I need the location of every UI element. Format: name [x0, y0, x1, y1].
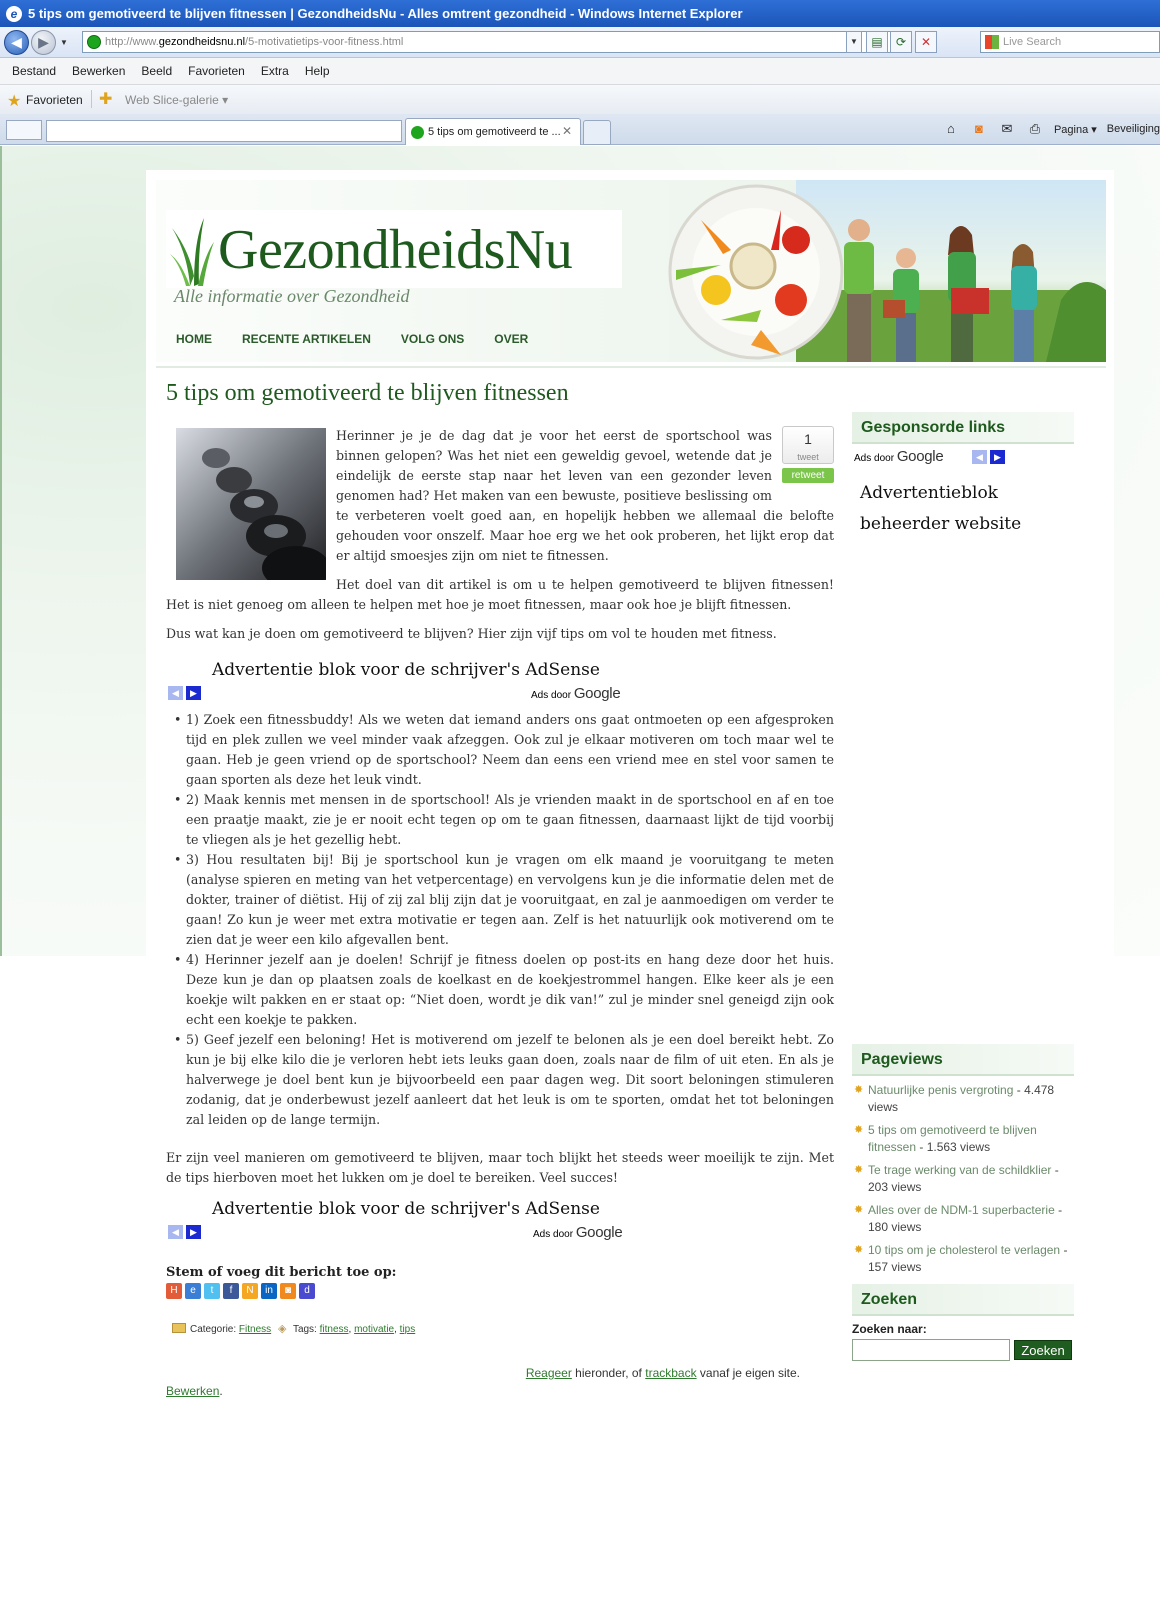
- list-item: • 3) Hou resultaten bij! Bij je sportschool kun je vragen om elk maand je vooruitgang te meten (analyse spieren en meting van het vetpercentage) en vervolgens kun je die informatie delen met de dokter, trainer of diëtist. Hij of zij zal blij zijn dat je vooruitgaat, en zal je aanmoedigen om verder te gaan! Zo kun je weer met extra motivatie er tegen aan. Zelf is het natuurlijk ook motiverend om te zien dat je weer een kilo afgevallen bent.: [186, 850, 834, 950]
- ad-next-icon[interactable]: ▶: [990, 450, 1005, 464]
- menu-favorieten[interactable]: Favorieten: [188, 64, 245, 78]
- sponsored-links-title: Gesponsorde links: [852, 412, 1074, 444]
- pageview-count: - 203 views: [868, 1163, 1059, 1194]
- reply-link[interactable]: Reageer: [525, 1366, 572, 1380]
- share-title: Stem of voeg dit bericht toe op:: [166, 1265, 397, 1280]
- live-search-placeholder: Live Search: [1003, 36, 1062, 48]
- list-item: [854, 1242, 1074, 1276]
- ekudos-icon[interactable]: e: [185, 1283, 201, 1299]
- pageviews-title: Pageviews: [852, 1044, 1074, 1076]
- list-item: [854, 1162, 1074, 1196]
- window-titlebar: [0, 0, 1160, 27]
- tag-icon: ◈: [277, 1323, 287, 1335]
- live-search-input[interactable]: [980, 31, 1160, 53]
- url-domain: gezondheidsnu.nl: [158, 36, 246, 48]
- site-header: [156, 180, 1106, 362]
- tweet-count-box[interactable]: [782, 426, 834, 464]
- active-tab[interactable]: [405, 118, 581, 145]
- twitter-icon[interactable]: t: [204, 1283, 220, 1299]
- nav-home[interactable]: HOME: [176, 332, 212, 346]
- ad-prev-icon[interactable]: ◀: [168, 1225, 183, 1239]
- ads-by-label: Ads door: [533, 1229, 574, 1240]
- security-menu[interactable]: Beveiliging: [1106, 123, 1160, 135]
- ads-by-label: Ads door: [854, 453, 895, 464]
- page-left-edge: [0, 146, 2, 956]
- address-bar: [0, 27, 1160, 58]
- back-button[interactable]: ◀: [4, 30, 29, 55]
- ie-logo-icon: e: [6, 6, 22, 22]
- history-dropdown-icon[interactable]: ▼: [60, 38, 68, 47]
- article-body: [166, 426, 834, 1399]
- sidebar: [852, 412, 1074, 1361]
- home-icon[interactable]: ⌂: [947, 121, 955, 136]
- stop-icon[interactable]: ✕: [915, 31, 937, 53]
- paragraph-3: Dus wat kan je doen om gemotiveerd te blijven? Hier zijn vijf tips om vol te houden met fitness.: [166, 626, 777, 641]
- url-path: /5-motivatietips-voor-fitness.html: [245, 36, 404, 48]
- facebook-icon[interactable]: f: [223, 1283, 239, 1299]
- folder-icon: [172, 1323, 186, 1333]
- ad-next-icon[interactable]: ▶: [186, 1225, 201, 1239]
- tag-link[interactable]: tips: [399, 1324, 416, 1335]
- hyves-icon[interactable]: H: [166, 1283, 182, 1299]
- refresh-icon[interactable]: ⟳: [890, 31, 912, 53]
- pageview-count: - 4.478 views: [868, 1083, 1055, 1114]
- tweet-label: tweet: [797, 452, 819, 462]
- rss-share-icon[interactable]: ◙: [280, 1283, 296, 1299]
- quick-tabs-button[interactable]: [6, 120, 42, 140]
- category-link[interactable]: Fitness: [238, 1324, 272, 1335]
- live-search-icon: [985, 35, 999, 49]
- site-status-icon: [87, 35, 101, 49]
- google-label: Google: [896, 448, 944, 465]
- share-icons: [166, 1283, 834, 1299]
- reply-text: hieronder, of: [571, 1366, 646, 1380]
- retweet-button[interactable]: retweet: [782, 468, 834, 483]
- ads-by-google-2[interactable]: [533, 1223, 622, 1245]
- menu-beeld[interactable]: Beeld: [141, 64, 173, 78]
- nujij-icon[interactable]: N: [242, 1283, 258, 1299]
- adsense-nav-2: [166, 1221, 834, 1243]
- post-meta: Categorie: Fitness ◈ Tags: fitness, motivatie, tips: [166, 1323, 834, 1337]
- search-label: Zoeken naar:: [852, 1322, 927, 1336]
- web-slice-gallery[interactable]: Web Slice-galerie ▾: [125, 93, 229, 107]
- post-title: 5 tips om gemotiveerd te blijven fitnessen: [166, 380, 569, 406]
- edit-link[interactable]: Bewerken: [166, 1384, 220, 1398]
- tags-label: Tags:: [292, 1324, 317, 1335]
- delicious-icon[interactable]: d: [299, 1283, 315, 1299]
- nav-recente-artikelen[interactable]: RECENTE ARTIKELEN: [242, 332, 371, 346]
- search-input[interactable]: [852, 1339, 1010, 1361]
- url-input[interactable]: [82, 31, 892, 53]
- adsense-nav-1: [166, 682, 834, 704]
- tweet-widget: [782, 426, 834, 483]
- tag-link[interactable]: motivatie: [354, 1324, 395, 1335]
- menu-extra[interactable]: Extra: [260, 64, 289, 78]
- hero-image: [661, 180, 1106, 362]
- ad-text-line-2: beheerder website: [860, 514, 1022, 534]
- url-dropdown-icon[interactable]: ▼: [846, 31, 862, 53]
- nav-over[interactable]: OVER: [494, 332, 529, 346]
- ad-text-line-1: Advertentieblok: [860, 483, 998, 503]
- site-logo[interactable]: GezondheidsNu: [218, 219, 573, 281]
- tab-bar: [0, 114, 1160, 145]
- list-item: • 1) Zoek een fitnessbuddy! Als we weten dat iemand anders ons gaat ontmoeten op een afgesproken tijd en plek zullen we veel minder vaak afzeggen. Ook zul je elkaar motiveren om toch maar wel te gaan. Heb je geen vriend op de sportschool? Neem dan eens een vriend mee en stel voor samen te gaan sporten als deze het leuk vindt.: [186, 710, 834, 790]
- favbar-separator: [91, 90, 92, 108]
- tab-close-icon[interactable]: ✕: [561, 124, 572, 138]
- list-item: [854, 1202, 1074, 1236]
- list-item: • 4) Herinner jezelf aan je doelen! Schrijf je fitness doelen op post-its en hang deze door het huis. Deze kun je dan op plaatsen zoals de koelkast en de koekjestrommel hangen. Elke keer als je een koekje wilt pakken en er staat op: “Niet doen, wordt je dik van!” zul je minder snel geneigd zijn ook echt een koekje te pakken.: [186, 950, 834, 1030]
- reply-line: [166, 1365, 834, 1381]
- ads-by-google-sidebar[interactable]: [854, 448, 943, 465]
- category-label: Categorie:: [190, 1324, 237, 1335]
- search-button[interactable]: Zoeken: [1014, 1340, 1072, 1360]
- linkedin-icon[interactable]: in: [261, 1283, 277, 1299]
- content-wrapper: [146, 170, 1114, 1600]
- pageview-count: - 1.563 views: [916, 1140, 991, 1154]
- favorites-button[interactable]: Favorieten: [26, 93, 83, 107]
- google-label: Google: [573, 685, 621, 702]
- reply-end-text: vanaf je eigen site.: [696, 1366, 800, 1380]
- web-slice-label: Web Slice-galerie: [125, 93, 219, 107]
- pageview-count: - 180 views: [868, 1203, 1063, 1234]
- main-nav: [176, 332, 528, 346]
- edit-line: [166, 1383, 834, 1399]
- menu-bewerken[interactable]: Bewerken: [72, 64, 126, 78]
- tips-list: [166, 710, 834, 1130]
- ad-placeholder-text: [860, 478, 1021, 540]
- command-bar: [942, 121, 1160, 137]
- sponsored-links-widget: [852, 444, 1074, 1044]
- list-item: • 2) Maak kennis met mensen in de sportschool! Als je vrienden maakt in de sportschool en af en toe een praatje maakt, zie je er nooit echt tegen op om te gaan fitnessen, daarnaast lijkt de tijd voorbij te vliegen als je het gezellig hebt.: [186, 790, 834, 850]
- closing-paragraph: Er zijn veel manieren om gemotiveerd te blijven, maar toch blijkt het steeds weer moeilijk te zijn. Met de tips hierboven moet het lukken om je doel te bereiken. Veel succes!: [166, 1150, 834, 1185]
- menu-help[interactable]: Help: [304, 64, 330, 78]
- search-title: Zoeken: [852, 1284, 1074, 1316]
- page-viewport: [0, 146, 1160, 1624]
- adsense-block-title-1: Advertentie blok voor de schrijver's AdSense: [212, 660, 600, 680]
- paragraph-2: Het doel van dit artikel is om u te helpen gemotiveerd te blijven fitnessen! Het is niet genoeg om alleen te helpen met hoe je moet fitnessen, maar ook hoe je blijft fitnessen.: [166, 577, 834, 612]
- ads-by-label: Ads door: [531, 690, 572, 701]
- forward-button[interactable]: ▶: [31, 30, 56, 55]
- compat-view-icon[interactable]: ▤: [866, 31, 888, 53]
- list-item: [854, 1082, 1074, 1116]
- tab-label: 5 tips om gemotiveerd te ...: [428, 126, 561, 138]
- list-item: • 5) Geef jezelf een beloning! Het is motiverend om jezelf te belonen als je een doel bereikt hebt. Zo kun je bij elke kilo die je verloren hebt iets leuks gaan doen, zoals naar de film of uit eten. En als je halverwege je doel bent kun je bijvoorbeeld een paar dagen weg. Dit soort beloningen stimuleren zodanig, dat je onderbewust jezelf aanleert dat het leuk is om te sporten, omdat het tot beloningen zal leiden op de lange termijn.: [186, 1030, 834, 1130]
- tag-link[interactable]: fitness: [319, 1324, 349, 1335]
- menu-bar: [0, 58, 1160, 85]
- pageviews-list: [852, 1082, 1074, 1276]
- add-favorite-icon[interactable]: ✚: [99, 91, 113, 108]
- read-mail-icon[interactable]: ✉: [1001, 121, 1013, 136]
- header-divider: [156, 366, 1106, 368]
- page-menu[interactable]: Pagina ▾: [1053, 123, 1097, 136]
- pageview-link[interactable]: Alles over de NDM-1 superbacterie: [868, 1203, 1055, 1217]
- print-icon[interactable]: ⎙: [1029, 121, 1041, 136]
- menu-bestand[interactable]: Bestand: [12, 64, 57, 78]
- ads-by-google-1[interactable]: [531, 684, 620, 706]
- new-tab-button[interactable]: [583, 120, 611, 145]
- pageview-link[interactable]: 5 tips om gemotiveerd te blijven fitnessen: [868, 1123, 1037, 1154]
- tab-favicon: [411, 126, 424, 139]
- pageview-link[interactable]: 10 tips om je cholesterol te verlagen: [868, 1243, 1061, 1257]
- site-tagline: Alle informatie over Gezondheid: [174, 286, 410, 306]
- trackback-link[interactable]: trackback: [645, 1366, 697, 1380]
- pageview-link[interactable]: Te trage werking van de schildklier: [868, 1163, 1052, 1177]
- intro-paragraph: Herinner je je de dag dat je voor het eerst de sportschool was binnen gelopen? Was het niet een geweldig gevoel, wetende dat je eindelijk de eerste stap naar het leven van een gezonder leven genomen had? Het maken van een bewuste, positieve beslissing om te verbeteren voelt goed aan, en hopelijk hebben we allemaal die belofte gehouden voor onszelf. Maar hoe erg we het ook proberen, het lijkt erop dat er altijd smoesjes zijn om niet te fitnessen.: [336, 428, 834, 563]
- page-menu-label: Pagina: [1053, 123, 1089, 136]
- tweet-count: 1: [804, 431, 812, 447]
- list-item: [854, 1122, 1074, 1156]
- search-widget: [852, 1284, 1074, 1361]
- adsense-block-title-2: Advertentie blok voor de schrijver's AdSense: [212, 1199, 600, 1219]
- window-title: 5 tips om gemotiveerd te blijven fitnessen | GezondheidsNu - Alles omtrent gezondheid - Windows Internet Explorer: [28, 6, 743, 21]
- dumbbell-photo: [176, 428, 326, 580]
- url-prefix: http://www.: [105, 36, 159, 48]
- edit-dot: .: [219, 1384, 223, 1398]
- nav-volg-ons[interactable]: VOLG ONS: [400, 332, 465, 346]
- ad-next-icon[interactable]: ▶: [186, 686, 201, 700]
- grass-logo-icon: [170, 216, 214, 286]
- google-label: Google: [575, 1224, 623, 1241]
- tab-list-area: [46, 120, 402, 142]
- favorites-star-icon[interactable]: ★: [7, 93, 22, 110]
- rss-feed-icon[interactable]: ◙: [975, 121, 983, 136]
- favorites-bar: [0, 85, 1160, 114]
- pageview-link[interactable]: Natuurlijke penis vergroting: [868, 1083, 1014, 1097]
- ad-prev-icon[interactable]: ◀: [972, 450, 987, 464]
- pageview-count: - 157 views: [868, 1243, 1068, 1274]
- ad-prev-icon[interactable]: ◀: [168, 686, 183, 700]
